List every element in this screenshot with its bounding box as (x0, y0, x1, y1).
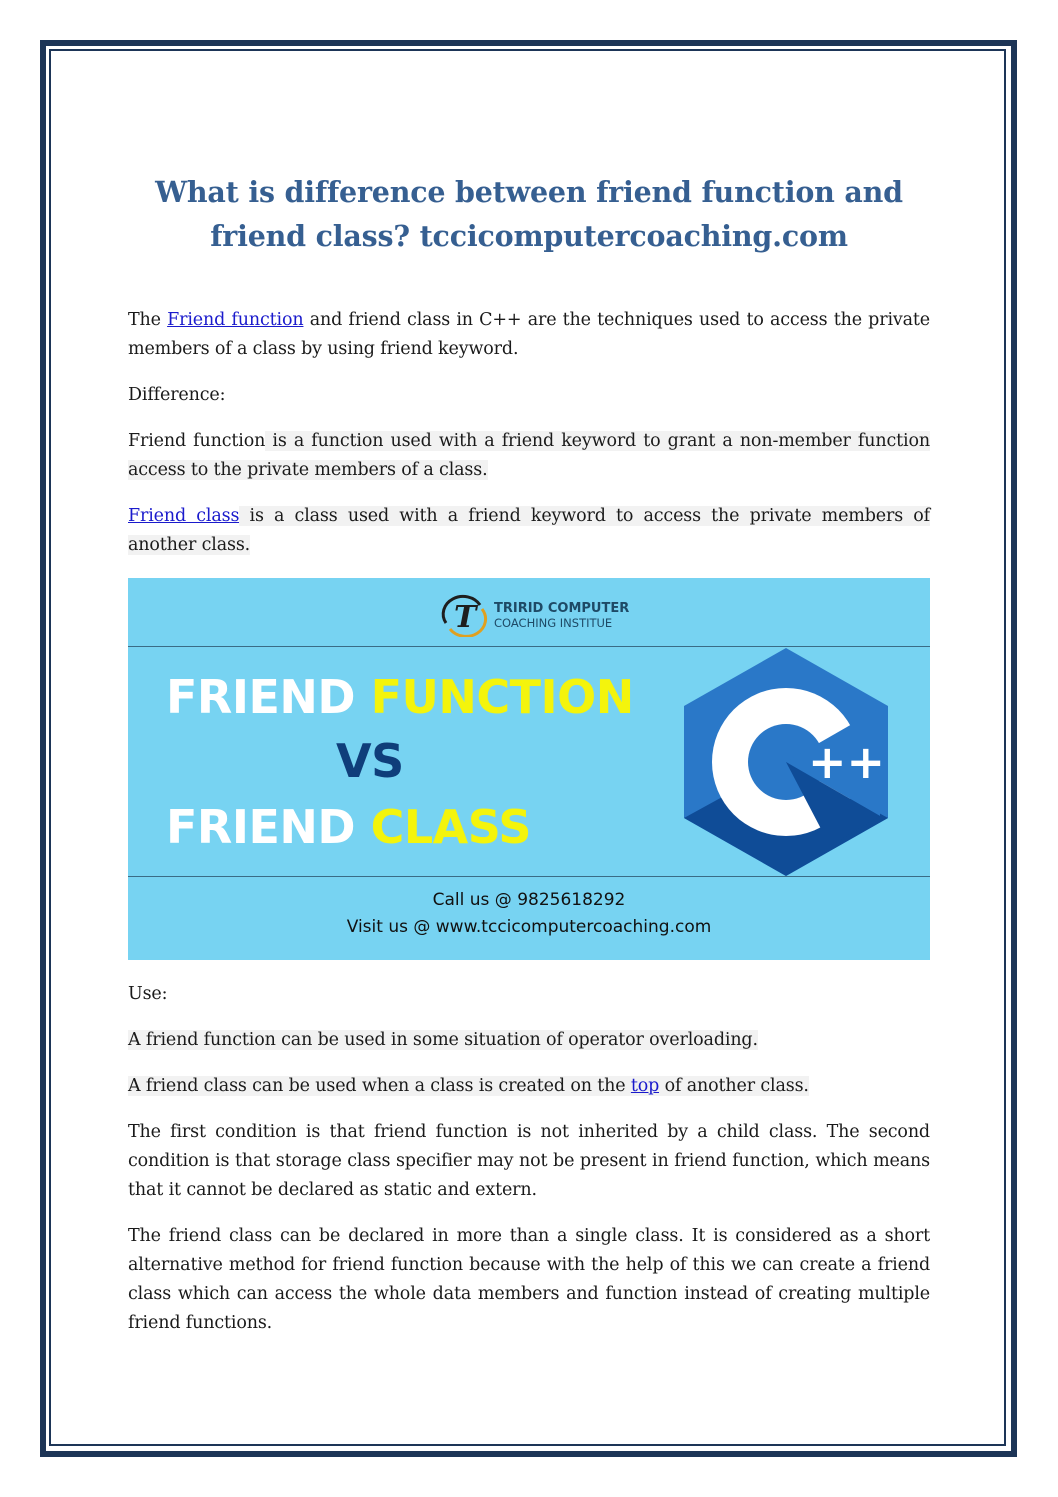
use-function-paragraph (128, 1026, 930, 1055)
headline-friend-2: FRIEND (166, 800, 356, 854)
condition-paragraph: The first condition is that friend function is not inherited by a child class. The second condition is that storage class specifier may not be present in friend function, which means that it cannot be declared as static and extern. (128, 1122, 930, 1200)
headline-line-1 (166, 672, 634, 722)
logo-letter: T (454, 600, 477, 635)
intro-post: and friend class in C++ are the techniques used to access the private members of a class by using friend keyword. (128, 310, 930, 359)
headline-class: CLASS (370, 800, 531, 854)
intro-pre: The (128, 310, 168, 330)
use-class-pre: A friend class can be used when a class is created on the (128, 1076, 631, 1096)
brand-line-2: COACHING INSTITUE (494, 616, 613, 630)
page-title: What is difference between friend function and friend class? tccicomputercoaching.com (155, 175, 903, 253)
top-link[interactable]: top (630, 1076, 660, 1096)
brand-name (494, 601, 629, 631)
headline-line-2 (166, 802, 531, 852)
declared-paragraph: The friend class can be declared in more than a single class. It is considered as a short alternative method for friend function because with the help of this we can create a friend class which can access the whole data members and function instead of creating multiple friend functions. (128, 1226, 930, 1333)
headline-vs: VS (336, 734, 404, 788)
document-body (128, 170, 930, 1338)
use-class-post: of another class. (659, 1076, 809, 1096)
friend-function-link[interactable]: Friend function (167, 310, 304, 330)
tccicoaching-logo-icon (440, 593, 488, 637)
use-class-paragraph (128, 1072, 930, 1101)
friend-function-definition (128, 427, 930, 485)
banner-visit-line: Visit us @ www.tccicomputercoaching.com (346, 917, 712, 937)
banner-bottom-divider (128, 876, 930, 877)
difference-heading: Difference: (128, 385, 226, 405)
brand-line-1: TRIRID COMPUTER (494, 601, 630, 616)
friend-class-link[interactable]: Friend class (128, 506, 240, 526)
friend-class-text: is a class used with a friend keyword to access the private members of another class. (128, 506, 930, 555)
friend-function-vs-class-banner (128, 578, 930, 960)
friend-function-text: is a function used with a friend keyword to grant a non-member function access to the private members of a class. (128, 431, 930, 480)
friend-class-definition (128, 502, 930, 560)
banner-call-line: Call us @ 9825618292 (432, 890, 626, 910)
headline-friend-1: FRIEND (166, 670, 356, 724)
friend-function-term: Friend function (128, 431, 266, 451)
headline-function: FUNCTION (370, 670, 634, 724)
intro-paragraph (128, 306, 930, 364)
cpp-plus-text: ++ (808, 735, 886, 789)
cpp-logo-icon (680, 646, 892, 878)
use-function-text: A friend function can be used in some situation of operator overloading. (128, 1030, 758, 1050)
use-heading: Use: (128, 984, 168, 1004)
